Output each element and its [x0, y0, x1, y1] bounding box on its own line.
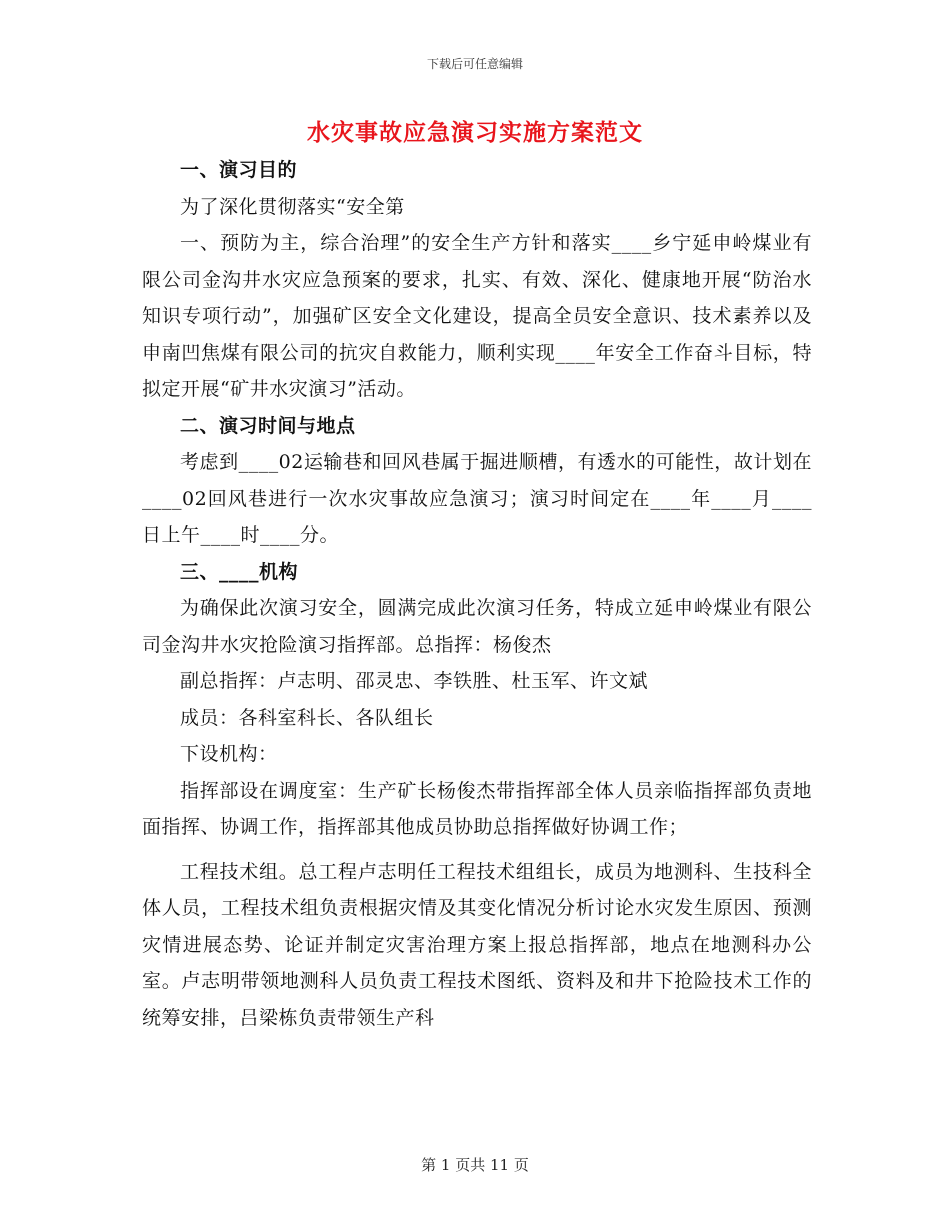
- document-body: [142, 152, 812, 1036]
- paragraph: 一、预防为主，综合治理”的安全生产方针和落实____乡宁延申岭煤业有限公司金沟井水灾应急预案的要求，扎实、有效、深化、健康地开展“防治水知识专项行动”，加强矿区安全文化建设，提高全员安全意识、技术素养以及申南凹焦煤有限公司的抗灾自救能力，顺利实现____年安全工作奋斗目标，特拟定开展“矿井水灾演习”活动。: [142, 232, 812, 400]
- paragraph: 成员：各科室科长、各队组长: [180, 706, 434, 729]
- paragraph: 副总指挥：卢志明、邵灵忠、李铁胜、杜玉军、许文斌: [180, 670, 649, 692]
- paragraph: 为了深化贯彻落实“安全第: [180, 195, 405, 218]
- page-footer: 第 1 页共 11 页: [421, 1156, 529, 1174]
- paragraph: 下设机构：: [180, 743, 278, 765]
- section-heading: 三、____机构: [180, 560, 299, 583]
- section-heading: 二、演习时间与地点: [180, 414, 356, 437]
- paragraph: 考虑到____02运输巷和回风巷属于掘进顺槽，有透水的可能性，故计划在____02回风巷进行一次水灾事故应急演习；演习时间定在____年____月____日上午____时____分。: [142, 451, 812, 546]
- section-heading: 一、演习目的: [180, 159, 298, 181]
- document-title: 水灾事故应急演习实施方案范文: [307, 120, 643, 146]
- paragraph: 指挥部设在调度室：生产矿长杨俊杰带指挥部全体人员亲临指挥部负责地面指挥、协调工作，指挥部其他成员协助总指挥做好协调工作；: [142, 779, 812, 838]
- paragraph: 为确保此次演习安全，圆满完成此次演习任务，特成立延申岭煤业有限公司金沟井水灾抢险演习指挥部。总指挥：杨俊杰: [142, 597, 812, 656]
- paragraph: 工程技术组。总工程卢志明任工程技术组组长，成员为地测科、生技科全体人员，工程技术组负责根据灾情及其变化情况分析讨论水灾发生原因、预测灾情进展态势、论证并制定灾害治理方案上报总指挥部，地点在地测科办公室。卢志明带领地测科人员负责工程技术图纸、资料及和井下抢险技术工作的统筹安排，吕梁栋负责带领生产科: [142, 860, 812, 1029]
- header-note: 下载后可任意编辑: [426, 57, 523, 71]
